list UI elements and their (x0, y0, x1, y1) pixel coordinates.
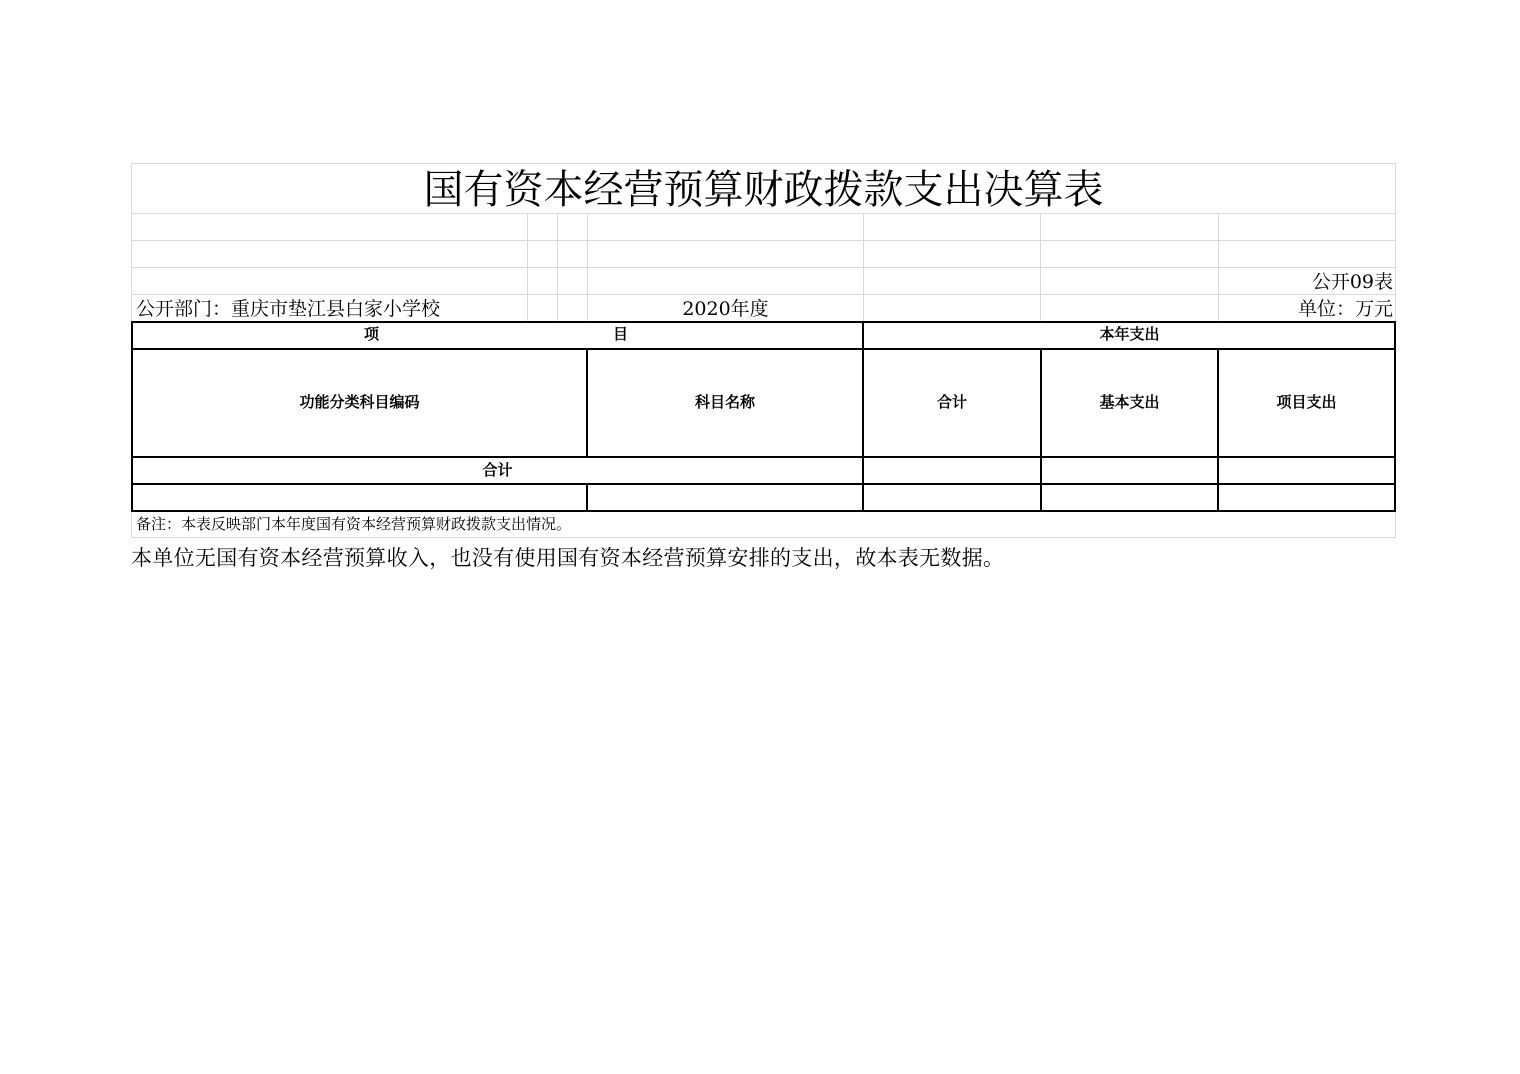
grid-line (1218, 213, 1219, 321)
grid-line (557, 213, 558, 321)
table-note: 备注：本表反映部门本年度国有资本经营预算财政拨款支出情况。 (136, 515, 572, 533)
header-item-left: 项 (364, 325, 380, 343)
header-item-right: 目 (613, 325, 629, 343)
table-border (131, 321, 133, 512)
page-title: 国有资本经营预算财政拨款支出决算表 (423, 167, 1104, 213)
total-row-label: 合计 (482, 461, 513, 479)
grid-line (527, 213, 528, 321)
fiscal-year: 2020年度 (682, 298, 769, 320)
table-border (1040, 348, 1042, 512)
grid-line (131, 267, 1396, 268)
col-header-total: 合计 (936, 393, 967, 411)
header-current-year-expense: 本年支出 (1099, 325, 1160, 343)
grid-line (131, 163, 1396, 164)
col-header-project: 项目支出 (1276, 393, 1337, 411)
table-border (131, 456, 1396, 458)
grid-line (863, 213, 864, 321)
table-border (862, 321, 864, 512)
table-border (1217, 348, 1219, 512)
table-border (131, 510, 1396, 512)
table-border (131, 483, 1396, 485)
grid-line (131, 213, 1396, 214)
department-label: 公开部门：重庆市垫江县白家小学校 (136, 298, 441, 320)
grid-line (1040, 213, 1041, 321)
table-border (131, 321, 1396, 323)
col-header-basic: 基本支出 (1099, 393, 1160, 411)
grid-line (131, 240, 1396, 241)
table-border (1394, 321, 1396, 512)
table-border (131, 348, 1396, 350)
col-header-code: 功能分类科目编码 (299, 393, 420, 411)
unit-label: 单位：万元 (1297, 298, 1393, 320)
col-header-name: 科目名称 (694, 393, 755, 411)
table-code: 公开09表 (1311, 271, 1393, 293)
grid-line (131, 294, 1396, 295)
no-data-statement: 本单位无国有资本经营预算收入，也没有使用国有资本经营预算安排的支出，故本表无数据。 (131, 546, 1005, 570)
grid-line (131, 537, 1396, 538)
table-border (586, 483, 588, 512)
